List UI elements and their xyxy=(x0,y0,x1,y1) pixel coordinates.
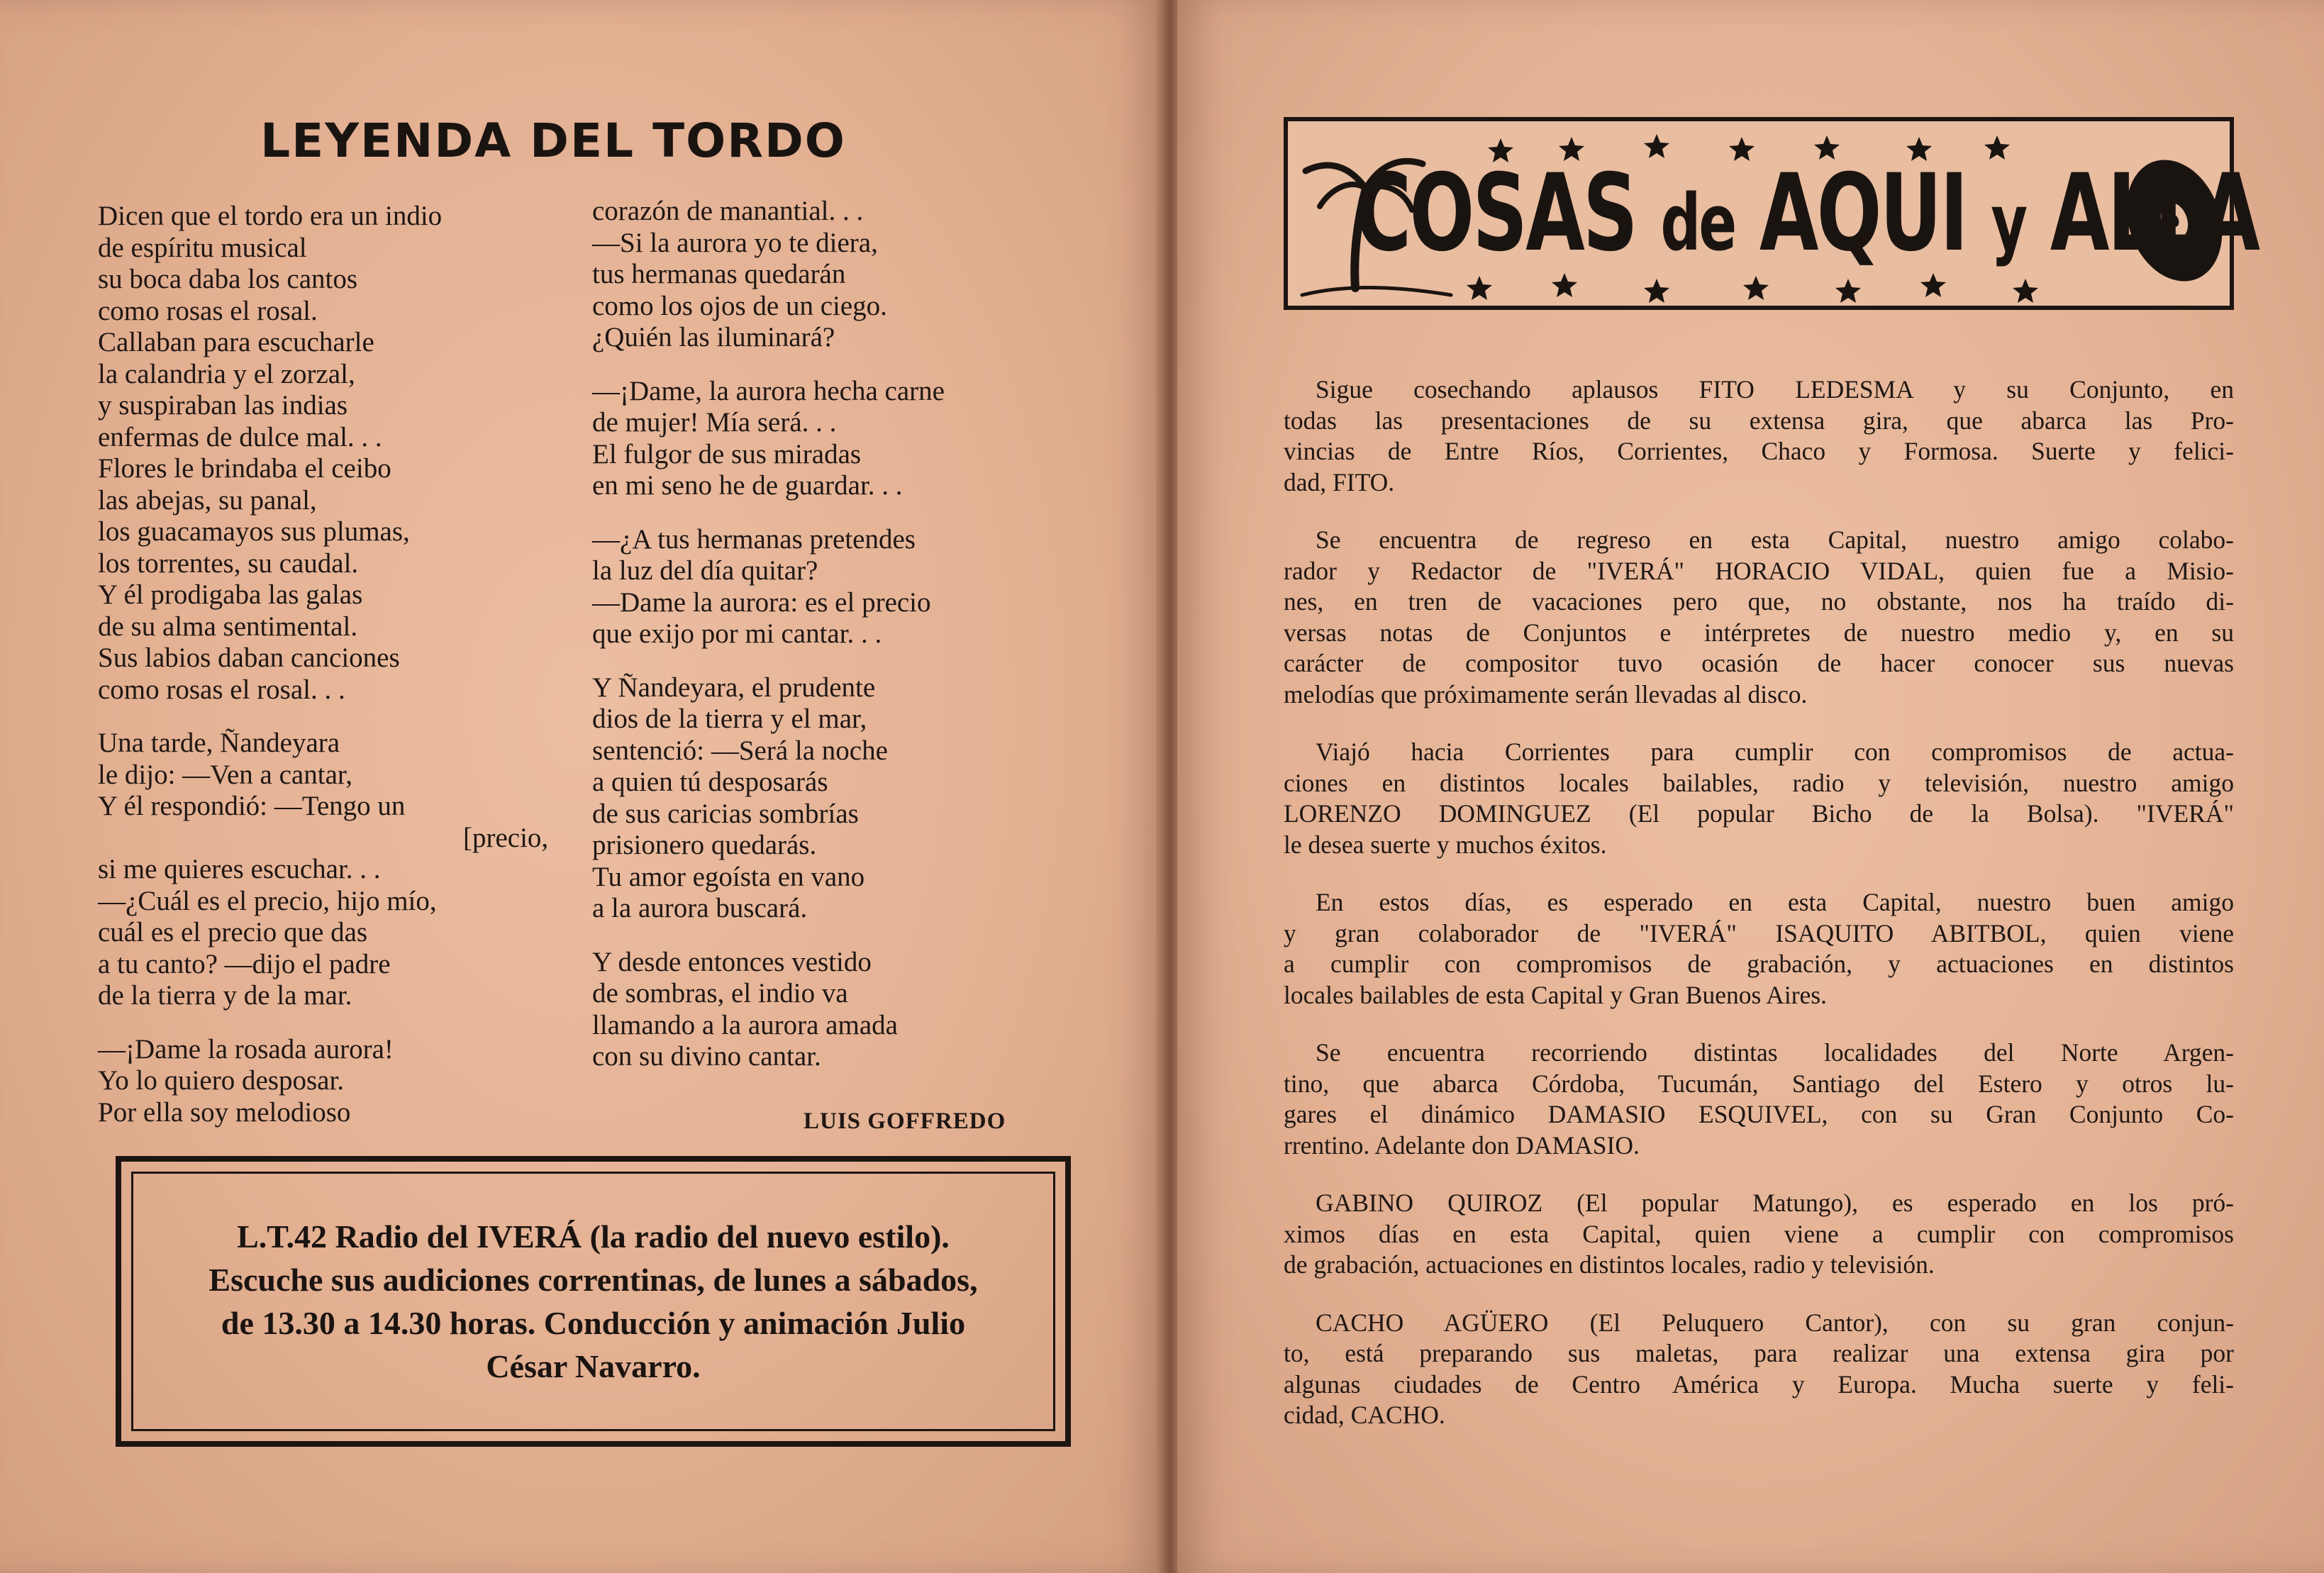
news-paragraph xyxy=(1284,1038,2234,1161)
poem-line: su boca daba los cantos xyxy=(98,264,358,294)
banner-word: AQUI xyxy=(1759,152,1967,275)
poem-line: si me quieres escuchar. . . xyxy=(98,854,381,884)
news-line: melodías que próximamente serán llevadas al disco. xyxy=(1284,679,1808,708)
news-line: LORENZO DOMINGUEZ (El popular Bicho de la Bolsa). "IVERÁ" xyxy=(1284,799,2234,828)
poem-line: a la aurora buscará. xyxy=(592,893,808,923)
news-line: rador y Redactor de "IVERÁ" HORACIO VIDAL, quien fue a Misio- xyxy=(1284,556,2234,585)
news-line: carácter de compositor tuvo ocasión de hacer conocer sus nuevas xyxy=(1284,649,2234,677)
radio-advert-inner-border xyxy=(131,1172,1055,1431)
poem-line: Por ella soy melodioso xyxy=(98,1096,351,1128)
poem-line: tus hermanas quedarán xyxy=(592,259,846,289)
poem-line: Callaban para escucharle xyxy=(98,327,374,357)
poem-line: Yo lo quiero desposar. xyxy=(98,1065,345,1096)
news-line: GABINO QUIROZ (El popular Matungo), es esperado en los pró- xyxy=(1316,1189,2234,1217)
poem-line: —¿A tus hermanas pretendes xyxy=(592,523,916,555)
poem-column-2 xyxy=(592,196,1046,1095)
poem-line: la luz del día quitar? xyxy=(592,555,818,586)
news-paragraph xyxy=(1284,525,2234,710)
poem-line: Y él prodigaba las galas xyxy=(98,579,363,610)
news-line: cidad, CACHO. xyxy=(1284,1401,1445,1429)
poem-stanza xyxy=(592,196,1046,354)
news-line: de grabación, actuaciones en distintos locales, radio y televisión. xyxy=(1284,1250,1935,1279)
poem-line: la calandria y el zorzal, xyxy=(98,358,355,389)
poem-title: LEYENDA DEL TORDO xyxy=(260,113,846,168)
news-line: le desea suerte y muchos éxitos. xyxy=(1284,830,1607,859)
poem-stanza xyxy=(592,376,1046,502)
poem-line: con su divino cantar. xyxy=(592,1041,821,1072)
news-line: versas notas de Conjuntos e intérpretes de nuestro medio y, en su xyxy=(1284,618,2234,647)
poem-line: —Si la aurora yo te diera, xyxy=(592,227,878,258)
poem-line: le dijo: —Ven a cantar, xyxy=(98,759,353,790)
news-line: tino, que abarca Córdoba, Tucumán, Santiago del Estero y otros lu- xyxy=(1284,1069,2234,1098)
poem-author: LUIS GOFFREDO xyxy=(804,1108,1006,1134)
poem-line: El fulgor de sus miradas xyxy=(592,438,862,469)
poem-line: enfermas de dulce mal. . . xyxy=(98,421,382,452)
poem-line: de sombras, el indio va xyxy=(592,978,848,1008)
poem-line: los torrentes, su caudal. xyxy=(98,548,359,579)
poem-line: corazón de manantial. . . xyxy=(592,196,864,226)
poem-line: cuál es el precio que das xyxy=(98,917,368,947)
poem-line: las abejas, su panal, xyxy=(98,484,317,516)
poem-stanza xyxy=(592,947,1046,1073)
poem-line: y suspiraban las indias xyxy=(98,390,348,421)
poem-line: —Dame la aurora: es el precio xyxy=(592,587,931,618)
poem-line: que exijo por mi cantar. . . xyxy=(592,618,882,649)
news-line: gares el dinámico DAMASIO ESQUIVEL, con su Gran Conjunto Co- xyxy=(1284,1100,2234,1128)
news-line: dad, FITO. xyxy=(1284,467,1395,496)
poem-line: como rosas el rosal. . . xyxy=(98,674,345,705)
banner-word: y xyxy=(1991,177,2026,268)
news-line: ciones en distintos locales bailables, radio y televisión, nuestro amigo xyxy=(1284,768,2234,797)
news-line: y gran colaborador de "IVERÁ" ISAQUITO ABITBOL, quien viene xyxy=(1284,918,2234,947)
news-paragraph xyxy=(1284,1188,2234,1281)
news-paragraph xyxy=(1284,737,2234,860)
news-paragraph xyxy=(1284,374,2234,498)
section-banner xyxy=(1284,117,2259,310)
poem-line: Dicen que el tordo era un indio xyxy=(98,201,443,231)
poem-line: ¿Quién las iluminará? xyxy=(592,322,835,352)
poem-line: Tu amor egoísta en vano xyxy=(592,861,865,892)
poem-line: Y Ñandeyara, el prudente xyxy=(592,672,876,703)
news-line: rrentino. Adelante don DAMASIO. xyxy=(1284,1130,1640,1160)
poem-line: a tu canto? —dijo el padre xyxy=(98,948,391,979)
poem-line: —¿Cuál es el precio, hijo mío, xyxy=(98,885,437,916)
star-icon xyxy=(2013,279,2038,303)
radio-advert-box xyxy=(116,1156,1071,1447)
news-line: Viajó hacia Corrientes para cumplir con compromisos de actua- xyxy=(1316,738,2234,766)
news-line: nes, en tren de vacaciones pero que, no obstante, nos ha traído di- xyxy=(1284,587,2234,616)
news-paragraph xyxy=(1284,1308,2234,1431)
poem-line-wrapped: [precio, xyxy=(463,822,549,853)
poem-stanza xyxy=(98,1034,580,1129)
news-line: to, está preparando sus maletas, para realizar una extensa gira por xyxy=(1284,1339,2234,1367)
poem-stanza xyxy=(592,524,1046,650)
poem-line: Flores le brindaba el ceibo xyxy=(98,453,391,484)
news-line: Se encuentra recorriendo distintas localidades del Norte Argen- xyxy=(1316,1038,2234,1067)
poem-line: de su alma sentimental. xyxy=(98,611,358,642)
poem-line: sentenció: —Será la noche xyxy=(592,735,888,766)
banner-title xyxy=(1355,150,2259,287)
poem-line: Y él respondió: —Tengo un xyxy=(98,791,406,821)
poem-line: como los ojos de un ciego. xyxy=(592,290,887,321)
poem-line: de espíritu musical xyxy=(98,232,307,263)
banner-word: COSAS xyxy=(1355,152,1636,275)
radio-advert-text xyxy=(209,1215,977,1388)
poem-line: de mujer! Mía será. . . xyxy=(592,407,837,438)
news-line: En estos días, es esperado en esta Capital, nuestro buen amigo xyxy=(1316,888,2234,916)
poem-line: prisionero quedarás. xyxy=(592,830,817,860)
news-line: Se encuentra de regreso en esta Capital, nuestro amigo colabo- xyxy=(1316,526,2234,554)
poem-line: en mi seno he de guardar. . . xyxy=(592,470,903,501)
poem-stanza xyxy=(592,672,1046,925)
poem-line: dios de la tierra y el mar, xyxy=(592,704,867,734)
star-icon xyxy=(1920,273,1946,297)
poem-line: como rosas el rosal. xyxy=(98,295,318,326)
news-line: vincias de Entre Ríos, Corrientes, Chaco y Formosa. Suerte y felici- xyxy=(1284,437,2234,465)
poem-stanza xyxy=(98,728,580,1012)
poem-line: Y desde entonces vestido xyxy=(592,946,872,977)
poem-stanza xyxy=(98,201,580,706)
news-line: CACHO AGÜERO (El Peluquero Cantor), con su gran conjun- xyxy=(1316,1308,2234,1337)
radio-advert-line: de 13.30 a 14.30 horas. Conducción y animación Julio xyxy=(221,1305,966,1341)
poem-line: de la tierra y de la mar. xyxy=(98,980,352,1011)
poem-line: —¡Dame la rosada aurora! xyxy=(98,1033,394,1065)
poem-line: llamando a la aurora amada xyxy=(592,1009,898,1040)
poem-line: los guacamayos sus plumas, xyxy=(98,516,410,547)
poem-line: Una tarde, Ñandeyara xyxy=(98,728,340,758)
poem-line: Sus labios daban canciones xyxy=(98,643,400,673)
news-line: Sigue cosechando aplausos FITO LEDESMA y su Conjunto, en xyxy=(1316,375,2234,404)
news-line: ximos días en esta Capital, quien viene a cumplir con compromisos xyxy=(1284,1219,2234,1248)
poem-column-1 xyxy=(98,201,580,1150)
news-line: a cumplir con compromisos de grabación, y actuaciones en distintos xyxy=(1284,950,2234,978)
poem-line: a quien tú desposarás xyxy=(592,767,828,797)
news-line: todas las presentaciones de su extensa gira, que abarca las Pro- xyxy=(1284,406,2234,435)
banner-word: de xyxy=(1660,177,1735,268)
news-line: locales bailables de esta Capital y Gran Buenos Aires. xyxy=(1284,980,1827,1009)
radio-advert-line: Escuche sus audiciones correntinas, de lunes a sábados, xyxy=(209,1262,978,1298)
banner-word: ALLA xyxy=(2050,152,2259,275)
radio-advert-line: César Navarro. xyxy=(486,1348,701,1384)
news-paragraph xyxy=(1284,887,2234,1011)
poem-line: —¡Dame, la aurora hecha carne xyxy=(592,375,945,406)
news-column xyxy=(1284,374,2234,1458)
news-line: algunas ciudades de Centro América y Europa. Mucha suerte y feli- xyxy=(1284,1369,2234,1399)
poem-line: de sus caricias sombrías xyxy=(592,798,859,829)
radio-advert-line: L.T.42 Radio del IVERÁ (la radio del nuevo estilo). xyxy=(237,1218,950,1255)
